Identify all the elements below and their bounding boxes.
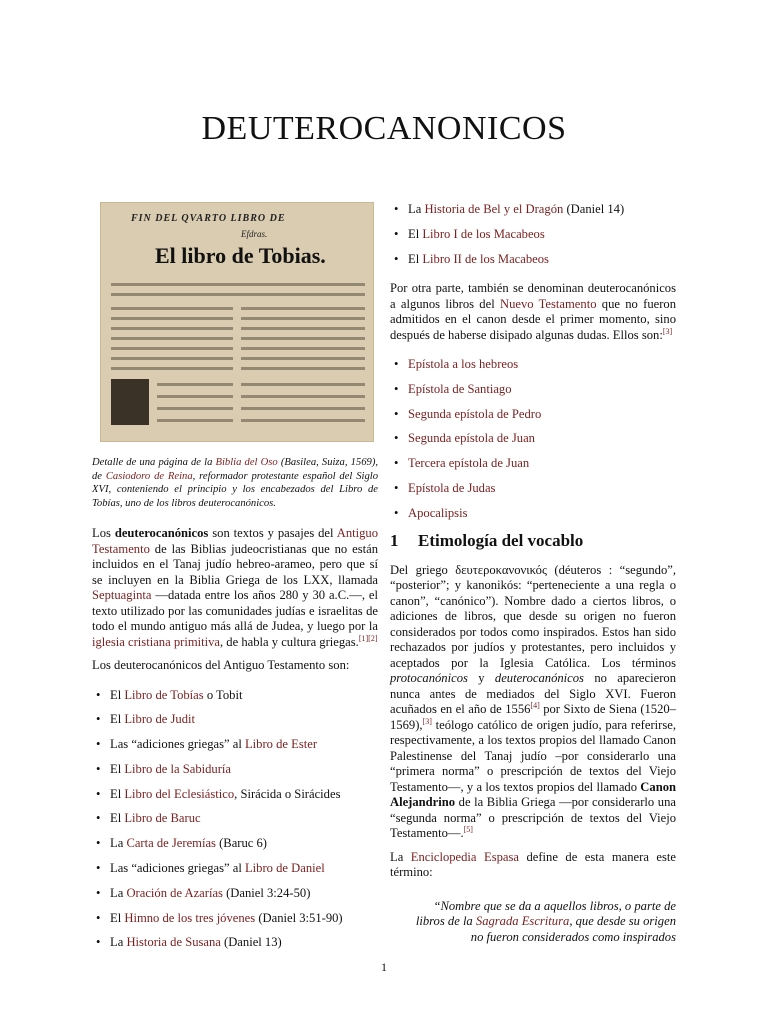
figure-caption — [92, 456, 378, 510]
figure-text-line — [157, 407, 233, 410]
list-item-prefix: El — [408, 226, 423, 241]
section-number: 1 — [390, 531, 399, 551]
list-item-suffix: (Daniel 3:51-90) — [255, 910, 343, 925]
list-item-prefix: La — [408, 202, 425, 216]
list-item-prefix: Las “adiciones griegas” al — [110, 861, 245, 876]
etymology-text: y — [467, 671, 495, 686]
list-item-link[interactable]: Libro de Baruc — [124, 811, 201, 826]
list-item-prefix: Las “adiciones griegas” al — [110, 737, 245, 752]
list-item-link[interactable]: Historia de Susana — [126, 935, 221, 950]
nt-intro-paragraph — [390, 281, 676, 343]
list-item — [92, 811, 378, 827]
espasa-text: define de esta manera este término: — [390, 849, 677, 880]
list-item — [92, 787, 378, 803]
page-title: DEUTEROCANONICOS — [201, 110, 567, 147]
espasa-quote — [412, 899, 676, 946]
list-item-link[interactable]: Oración de Azarías — [126, 885, 223, 900]
list-item-prefix: El — [110, 811, 125, 826]
intro-text: , de habla y cultura griegas. — [220, 634, 359, 649]
list-item — [390, 227, 676, 243]
intro-paragraph — [92, 526, 378, 650]
list-item-link[interactable]: Libro I de los Macabeos — [422, 226, 545, 241]
list-item-link[interactable]: Segunda epístola de Juan — [408, 431, 535, 446]
list-item — [92, 886, 378, 902]
etymology-text: por Sixto de Siena (1520–1569), — [390, 702, 676, 732]
reference-2[interactable]: [2] — [368, 633, 378, 643]
intro-text: de las Biblias judeocristianas que no están incluidos en el Tanaj judío hebreo-arameo, pero que sí se incluyen en la Biblia Griega de los LXX, llamada — [92, 541, 378, 587]
figure-text-line — [241, 395, 365, 398]
list-item — [92, 935, 378, 951]
figure-text-line — [241, 367, 365, 370]
list-item-prefix: La — [110, 836, 127, 851]
list-item-link[interactable]: Libro del Eclesiástico — [124, 786, 235, 801]
list-item-link[interactable]: Epístola a los hebreos — [408, 357, 519, 372]
list-item — [92, 836, 378, 852]
list-item-suffix: (Daniel 3:24-50) — [222, 885, 311, 900]
figure-text-line — [157, 383, 233, 386]
intro-text: son textos y pasajes del — [208, 526, 337, 540]
list-item — [390, 407, 676, 423]
page-number: 1 — [381, 960, 387, 974]
figure-text-line — [111, 283, 365, 286]
intro-text: Los — [92, 526, 115, 540]
figure-subheader: Efdras. — [241, 229, 268, 239]
nt-books-list — [390, 357, 676, 521]
list-item-link[interactable]: Apocalipsis — [408, 505, 468, 520]
list-item — [92, 911, 378, 927]
ot-books-list-continued — [390, 202, 676, 267]
caption-text: (Basilea, Suiza, 1569), de — [92, 457, 378, 482]
left-column — [92, 202, 378, 960]
link-antiguo-testamento[interactable]: Antiguo Testamento — [92, 526, 379, 556]
figure-header: FIN DEL QVARTO LIBRO DE — [131, 213, 286, 224]
list-item-link[interactable]: Libro de Ester — [244, 737, 318, 752]
figure-text-line — [111, 347, 233, 350]
list-item-link[interactable]: Libro de Tobías — [124, 687, 204, 702]
list-item-link[interactable]: Himno de los tres jóvenes — [124, 910, 256, 925]
list-item-link[interactable]: Libro de Daniel — [244, 861, 325, 876]
figure-text-line — [111, 337, 233, 340]
list-item-suffix: o Tobit — [203, 687, 243, 702]
list-item — [92, 688, 378, 704]
nt-intro-text: que no fueron admitidos en el canon desde el primer momento, sino después de haberse disipado algunas dudas. Ellos son: — [390, 296, 677, 342]
figure-heading: El libro de Tobias. — [155, 243, 326, 268]
list-item-prefix: El — [110, 712, 125, 727]
reference-5[interactable]: [5] — [463, 825, 473, 835]
right-column — [390, 202, 676, 945]
list-item-prefix: La — [110, 885, 127, 900]
quote-text: , que desde su origen no fueron considerados como inspirados — [470, 914, 676, 944]
etymology-paragraph — [390, 563, 676, 842]
figure-text-line — [111, 357, 233, 360]
ot-books-list — [92, 688, 378, 951]
link-septuaginta[interactable]: Septuaginta — [92, 588, 152, 602]
espasa-text: La — [390, 849, 411, 864]
reference-4[interactable]: [4] — [530, 701, 540, 711]
list-item-link[interactable]: Libro de Judit — [124, 712, 195, 727]
figure-text-line — [241, 337, 365, 340]
link-nuevo-testamento[interactable]: Nuevo Testamento — [499, 296, 597, 311]
intro-bold-term: deuterocanónicos — [114, 526, 209, 540]
list-item-link[interactable]: Epístola de Santiago — [408, 381, 512, 396]
reference-3[interactable]: [3] — [662, 326, 673, 336]
figure-text-line — [241, 383, 365, 386]
figure-text-line — [241, 307, 365, 310]
list-item-prefix: El — [110, 910, 125, 925]
list-item — [390, 357, 676, 373]
list-item — [390, 481, 676, 497]
quote-text: “Nombre que se da a aquellos libros, o parte de libros de la — [415, 898, 676, 929]
list-item — [390, 382, 676, 398]
list-item-prefix: El — [110, 786, 125, 801]
list-item — [390, 202, 676, 218]
list-item-link[interactable]: Segunda epístola de Pedro — [408, 406, 542, 421]
list-item — [92, 712, 378, 728]
list-item-prefix: El — [408, 251, 423, 266]
link-biblia-del-oso[interactable]: Biblia del Oso — [215, 457, 278, 468]
figure-text-line — [157, 395, 233, 398]
link-sagrada-escritura[interactable]: Sagrada Escritura — [475, 914, 570, 929]
list-item-link[interactable]: Carta de Jeremías — [126, 836, 216, 851]
figure-text-line — [111, 293, 365, 296]
reference-1[interactable]: [1] — [358, 633, 369, 643]
figure-text-line — [241, 419, 365, 422]
caption-text: Detalle de una página de la — [92, 457, 216, 468]
ot-intro-paragraph: Los deuterocanónicos del Antiguo Testamento son: — [92, 658, 350, 672]
etymology-text: teólogo católico de origen judío, para referirse, respectivamente, a los textos propios del llamado Canon Palestinense del Tanaj judío –por considerarlo una “primera norma” o prescripción de textos del Viejo Testamento—, y a los textos propios del llamado — [390, 717, 676, 794]
list-item-suffix: (Daniel 13) — [220, 935, 282, 950]
list-item — [390, 506, 676, 522]
list-item — [92, 762, 378, 778]
etymology-text: Del griego δευτεροκανονικός (déuteros : “segundo”, “posterior”; y kanonikós: “perteneciente a una regla o canon”, “canónico”). Nombre dado a ciertos libros, o adiciones de libros, que desde su origen no fueron considerados por todos como inspirados. Estos han sido rechazados por judíos y protestantes, pero incluidos y aceptados por la Iglesia Católica. Los términos — [390, 562, 676, 670]
figure-text-line — [241, 407, 365, 410]
caption-text: , reformador protestante español del Siglo XVI, conteniendo el principio y los encabezados del Libro de Tobías, uno de los libros deuterocanónicos. — [92, 470, 378, 509]
link-casiodoro-de-reina[interactable]: Casiodoro de Reina — [105, 470, 193, 482]
list-item-link[interactable]: Libro II de los Macabeos — [422, 251, 549, 266]
list-item-suffix: , Sirácida o Sirácides — [234, 786, 341, 801]
nt-intro-text: Por otra parte, también se denominan deuterocanónicos a algunos libros del — [390, 281, 676, 311]
espasa-paragraph — [390, 850, 676, 881]
list-item — [390, 456, 676, 472]
figure-text-line — [111, 327, 233, 330]
figure-text-line — [241, 317, 365, 320]
list-item-link[interactable]: Historia de Bel y el Dragón — [424, 202, 564, 216]
list-item-suffix: (Baruc 6) — [215, 836, 268, 851]
figure-text-line — [241, 347, 365, 350]
section-title: Etimología del vocablo — [418, 531, 584, 551]
section-heading — [390, 533, 676, 549]
link-iglesia-cristiana-primitiva[interactable]: iglesia cristiana primitiva — [92, 634, 220, 649]
figure-text-line — [111, 367, 233, 370]
list-item-suffix: (Daniel 14) — [563, 202, 625, 216]
etymology-text: de la Biblia Griega —por considerarlo una “segunda norma” o prescripción de textos del Viejo Testamento—. — [390, 795, 676, 841]
list-item — [92, 861, 378, 877]
etymology-text: no aparecieron nunca antes de mediados del Siglo XVI. Fueron acuñados en el año de 1556 — [390, 671, 676, 717]
link-enciclopedia-espasa[interactable]: Enciclopedia Espasa — [410, 849, 519, 864]
list-item-prefix: El — [110, 687, 125, 702]
figure-text-line — [111, 317, 233, 320]
list-item-prefix: El — [110, 761, 125, 776]
figure-text-line — [157, 419, 233, 422]
figure-text-line — [111, 307, 233, 310]
illuminated-initial — [111, 379, 149, 425]
list-item — [92, 737, 378, 753]
list-item — [390, 431, 676, 447]
figure-text-line — [241, 357, 365, 360]
term-deuterocanonicos: deuterocanónicos — [494, 671, 584, 686]
reference-3b[interactable]: [3] — [422, 716, 432, 726]
term-protocanonicos: protocanónicos — [390, 671, 468, 686]
list-item — [390, 252, 676, 268]
list-item-link[interactable]: Tercera epístola de Juan — [408, 456, 530, 471]
list-item-link[interactable]: Epístola de Judas — [408, 481, 496, 496]
list-item-link[interactable]: Libro de la Sabiduría — [124, 761, 232, 776]
book-page-image — [100, 202, 374, 442]
list-item-prefix: La — [110, 935, 127, 950]
figure-text-line — [241, 327, 365, 330]
intro-text: —datada entre los años 280 y 30 a.C.—, el texto utilizado por las comunidades judías e israelitas de todo el mundo antiguo más allá de Judea, y luego por la — [92, 588, 378, 633]
term-canon-alejandrino: Canon Alejandrino — [390, 779, 676, 810]
